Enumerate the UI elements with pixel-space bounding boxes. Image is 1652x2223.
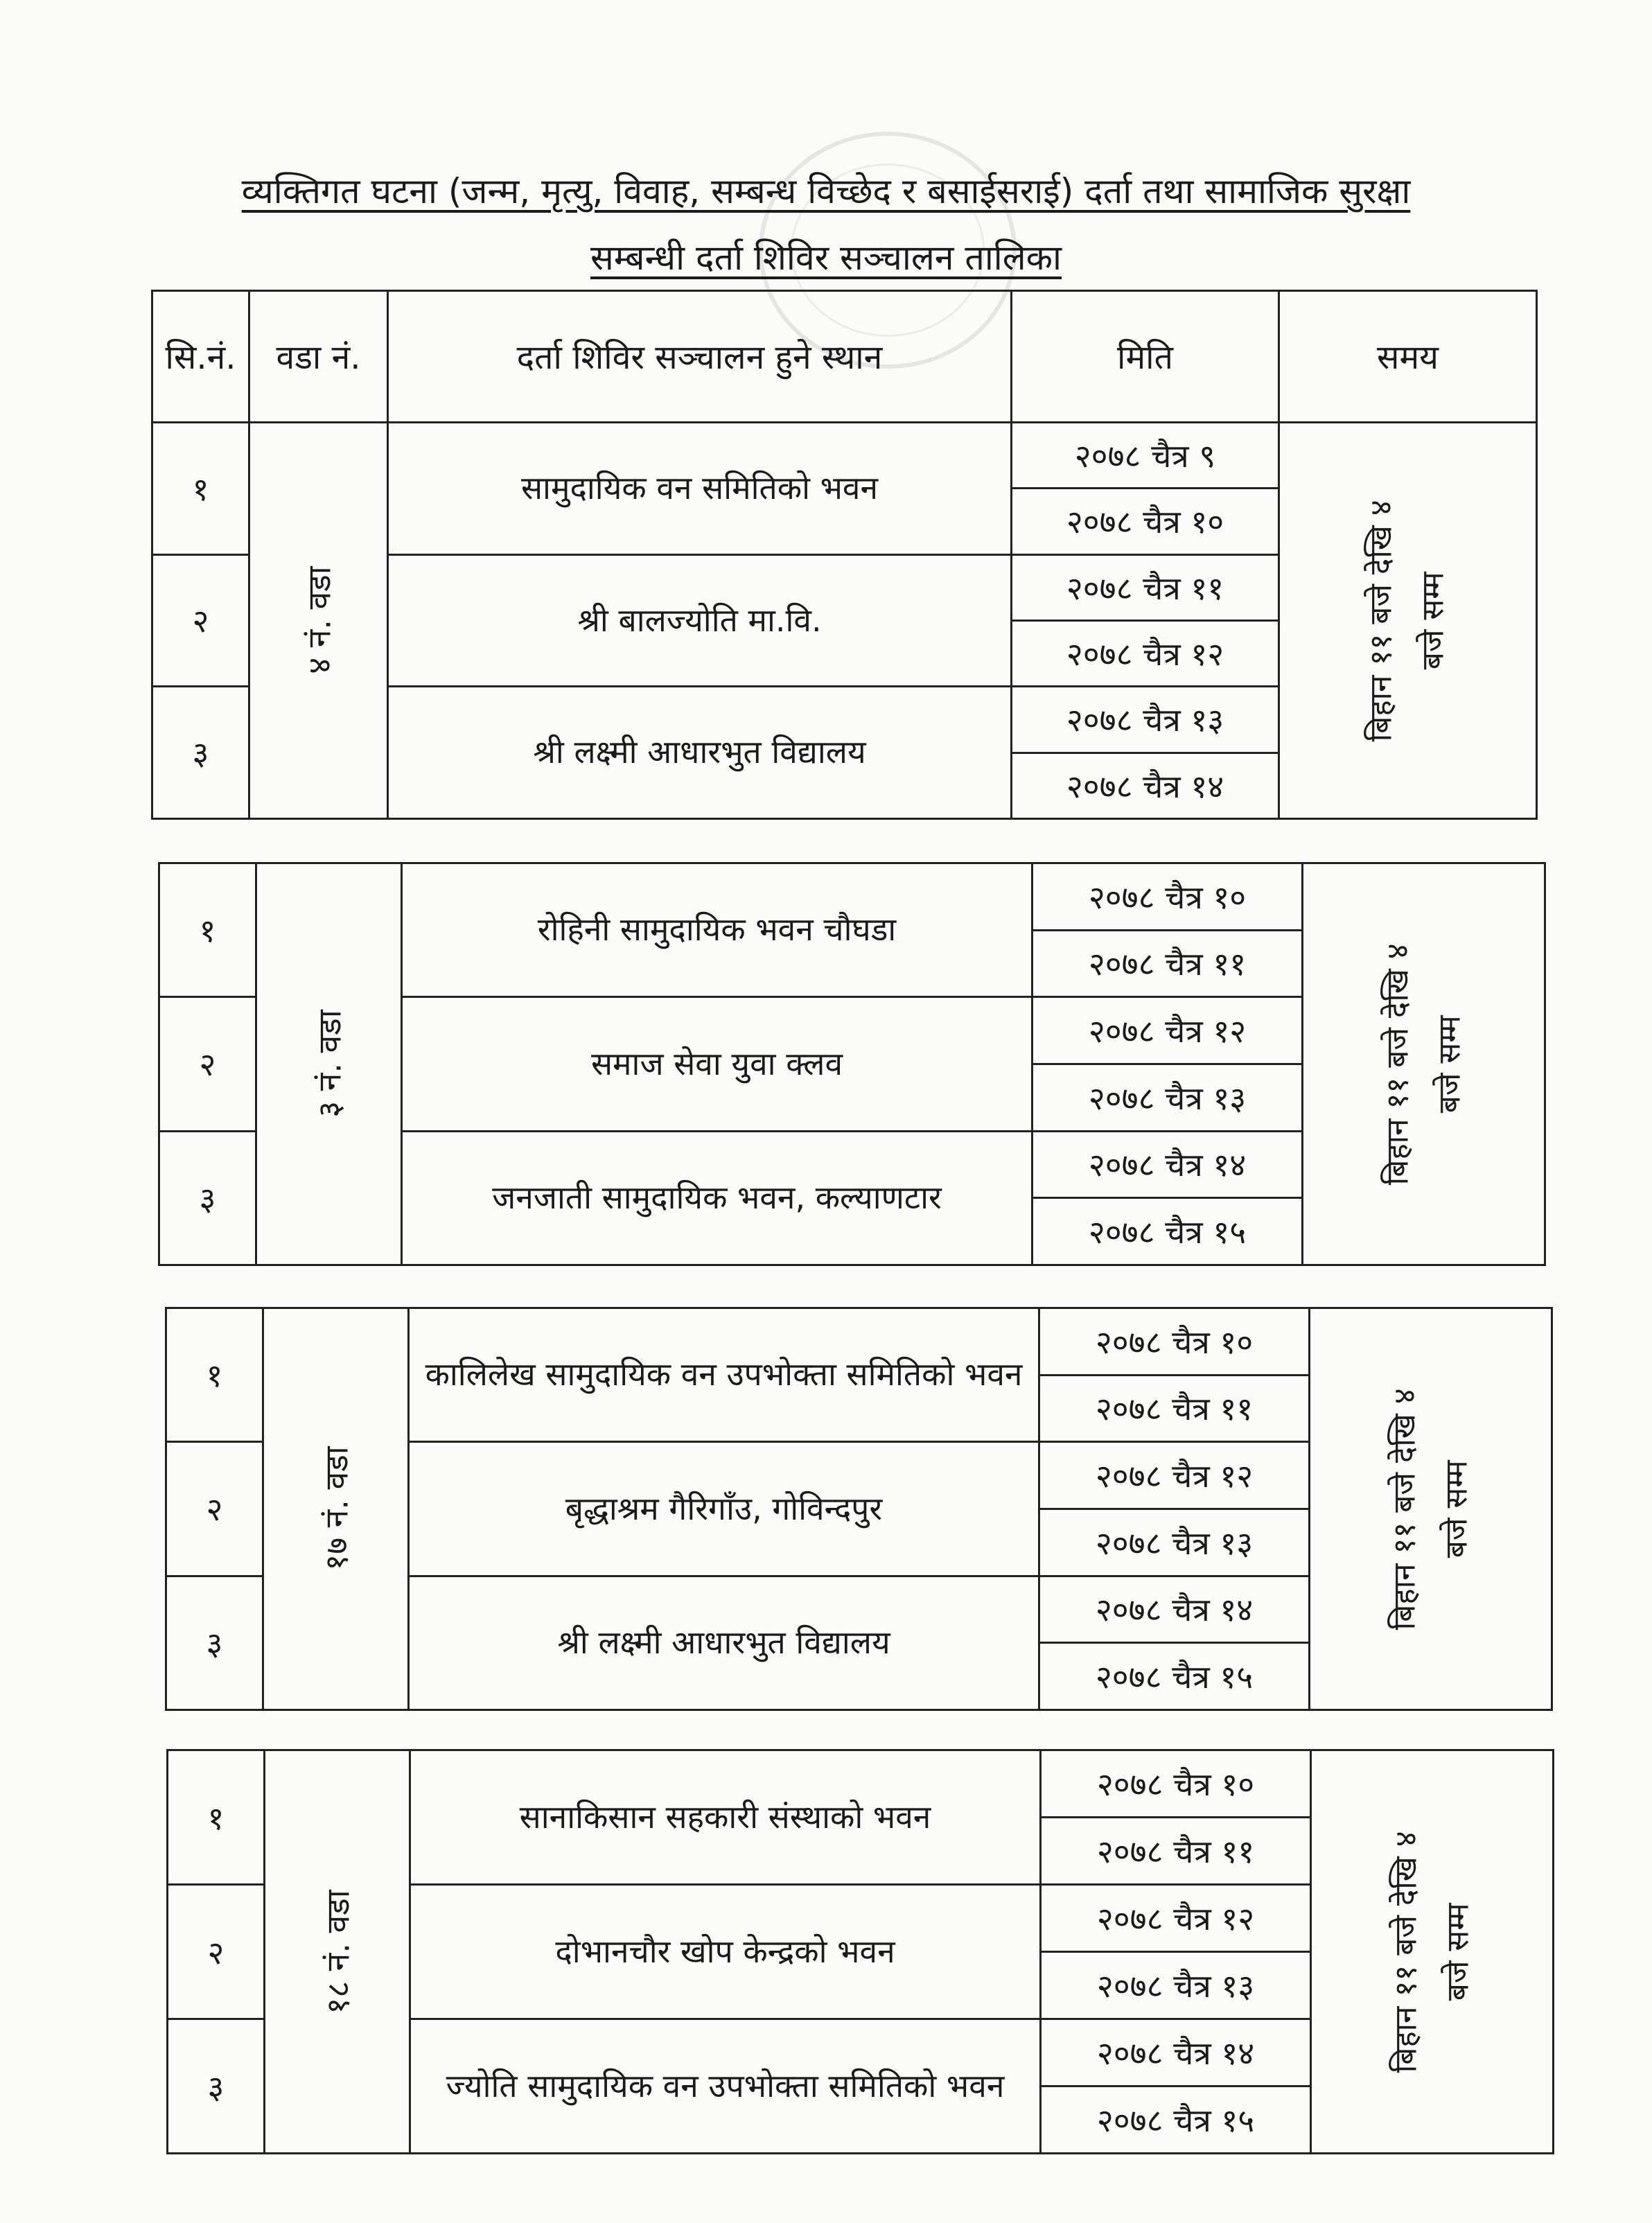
- camp-location: ज्योति सामुदायिक वन उपभोक्ता समितिको भवन: [410, 2019, 1041, 2154]
- camp-date: २०७८ चैत्र १३: [1041, 1952, 1311, 2019]
- ward-number-cell: [265, 1750, 410, 2154]
- table-row: [152, 423, 1537, 489]
- camp-location: रोहिनी सामुदायिक भवन चौघडा: [402, 863, 1032, 997]
- camp-location: बृद्धाश्रम गैरिगाँउ, गोविन्दपुर: [409, 1442, 1039, 1576]
- camp-time-cell: [1279, 423, 1537, 819]
- table-row: [168, 1750, 1554, 1818]
- camp-time-line2: बजे सम्म: [1439, 1459, 1475, 1558]
- camp-date: २०७८ चैत्र १२: [1039, 1442, 1310, 1509]
- serial-number: ३: [159, 1131, 256, 1265]
- header-ward-number: वडा नं.: [249, 291, 388, 423]
- camp-location: श्री लक्ष्मी आधारभुत विद्यालय: [388, 687, 1012, 819]
- camp-date: २०७८ चैत्र १५: [1032, 1198, 1303, 1265]
- camp-date: २०७८ चैत्र १०: [1012, 489, 1279, 554]
- ward-number: १८ नं. वडा: [319, 1889, 357, 2014]
- camp-date: २०७८ चैत्र ११: [1041, 1818, 1311, 1885]
- camp-location: जनजाती सामुदायिक भवन, कल्याणटार: [402, 1131, 1032, 1265]
- camp-location: समाज सेवा युवा क्लव: [402, 997, 1032, 1131]
- camp-date: २०७८ चैत्र ९: [1012, 423, 1279, 489]
- camp-date: २०७८ चैत्र ११: [1039, 1375, 1310, 1442]
- camp-date: २०७८ चैत्र १३: [1039, 1509, 1310, 1576]
- camp-date: २०७८ चैत्र १३: [1032, 1064, 1303, 1131]
- table-row: [159, 863, 1545, 931]
- serial-number: ३: [166, 1576, 263, 1710]
- camp-time-line2: बजे सम्म: [1415, 572, 1451, 669]
- camp-location: श्री लक्ष्मी आधारभुत विद्यालय: [409, 1576, 1039, 1710]
- camp-location: सामुदायिक वन समितिको भवन: [388, 423, 1012, 555]
- ward-number-cell: [256, 863, 402, 1265]
- serial-number: १: [168, 1750, 265, 1885]
- camp-date: २०७८ चैत्र १४: [1012, 753, 1279, 818]
- serial-number: २: [152, 554, 249, 687]
- document-title: व्यक्तिगत घटना (जन्म, मृत्यु, विवाह, सम्बन्ध विच्छेद र बसाईसराई) दर्ता तथा सामाजिक सुरक्षा: [241, 171, 1411, 211]
- camp-time: [1380, 1388, 1484, 1630]
- ward-number-cell: [263, 1308, 409, 1710]
- serial-number: ३: [152, 687, 249, 819]
- camp-date: २०७८ चैत्र १४: [1032, 1131, 1303, 1198]
- camp-location: सानाकिसान सहकारी संस्थाको भवन: [410, 1750, 1041, 1885]
- camp-time: [1356, 500, 1460, 741]
- camp-time: [1373, 943, 1477, 1185]
- serial-number: १: [166, 1308, 263, 1442]
- serial-number: २: [166, 1442, 263, 1576]
- camp-date: २०७८ चैत्र ११: [1012, 554, 1279, 620]
- camp-date: २०७८ चैत्र ११: [1032, 930, 1303, 997]
- ward-number: ३ नं. वडा: [310, 1010, 349, 1118]
- camp-date: २०७८ चैत्र १०: [1039, 1308, 1310, 1376]
- camp-location: कालिलेख सामुदायिक वन उपभोक्ता समितिको भवन: [409, 1308, 1039, 1442]
- ward-table: [166, 1749, 1552, 2152]
- serial-number: ३: [168, 2019, 265, 2154]
- camp-time-line2: बजे सम्म: [1440, 1903, 1476, 2001]
- header-time: समय: [1279, 291, 1537, 423]
- ward-number-cell: [249, 423, 388, 819]
- ward-number: १७ नं. वडा: [317, 1446, 355, 1572]
- serial-number: १: [159, 863, 256, 997]
- header-serial-number: सि.नं.: [152, 291, 249, 423]
- document-subtitle: सम्बन्धी दर्ता शिविर सञ्चालन तालिका: [590, 238, 1062, 278]
- ward-table: [151, 290, 1536, 818]
- camp-date: २०७८ चैत्र १२: [1032, 997, 1303, 1064]
- ward-table: [165, 1307, 1551, 1709]
- camp-time-cell: [1311, 1750, 1554, 2154]
- camp-date: २०७८ चैत्र १०: [1041, 1750, 1311, 1818]
- camp-location: दोभानचौर खोप केन्द्रको भवन: [410, 1885, 1041, 2019]
- camp-date: २०७८ चैत्र १४: [1041, 2019, 1311, 2086]
- camp-time: [1381, 1831, 1485, 2073]
- table-row: [166, 1308, 1552, 1376]
- header-date: मिति: [1012, 291, 1279, 423]
- camp-location: श्री बालज्योति मा.वि.: [388, 554, 1012, 687]
- serial-number: १: [152, 423, 249, 555]
- camp-date: २०७८ चैत्र १५: [1041, 2086, 1311, 2154]
- camp-date: २०७८ चैत्र १२: [1012, 620, 1279, 686]
- camp-date: २०७८ चैत्र १५: [1039, 1643, 1310, 1710]
- camp-date: २०७८ चैत्र १२: [1041, 1885, 1311, 1952]
- camp-date: २०७८ चैत्र १३: [1012, 687, 1279, 753]
- header-location: दर्ता शिविर सञ्चालन हुने स्थान: [388, 291, 1012, 423]
- camp-time-line1: बिहान ११ बजे देखि ४: [1387, 1388, 1423, 1630]
- camp-date: २०७८ चैत्र १०: [1032, 863, 1303, 931]
- camp-time-cell: [1303, 863, 1545, 1265]
- serial-number: २: [159, 997, 256, 1131]
- serial-number: २: [168, 1885, 265, 2019]
- ward-number: ४ नं. वडा: [300, 566, 338, 675]
- ward-table: [158, 862, 1544, 1264]
- camp-time-line1: बिहान ११ बजे देखि ४: [1388, 1831, 1424, 2073]
- camp-time-line1: बिहान ११ बजे देखि ४: [1380, 943, 1416, 1185]
- camp-time-line2: बजे सम्म: [1432, 1014, 1468, 1113]
- camp-time-cell: [1310, 1308, 1552, 1710]
- camp-date: २०७८ चैत्र १४: [1039, 1576, 1310, 1643]
- camp-time-line1: बिहान ११ बजे देखि ४: [1363, 500, 1399, 741]
